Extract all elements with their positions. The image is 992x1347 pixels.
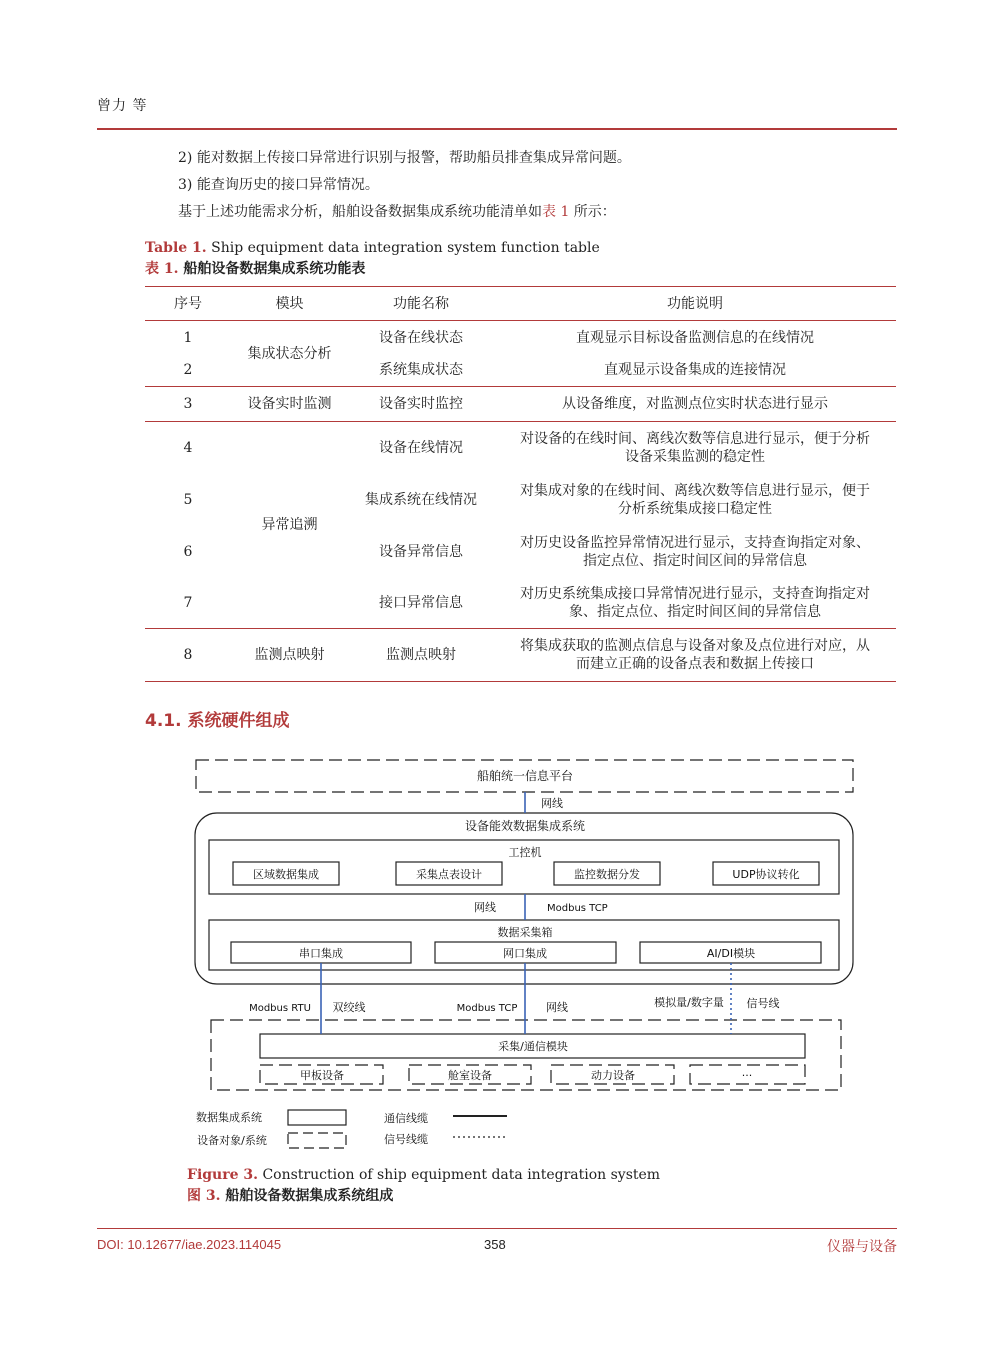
signal-line-label: 信号线 [746, 997, 780, 1010]
cell-name: 设备实时监控 [348, 387, 494, 422]
cell-desc [494, 578, 896, 629]
header-no: 序号 [145, 287, 231, 321]
intro-paragraph [178, 202, 616, 222]
cell-name: 接口异常信息 [379, 594, 463, 611]
legend-label: 数据集成系统 [196, 1111, 262, 1124]
cell-desc: 直观显示目标设备监测信息的在线情况 [576, 329, 814, 346]
legend-label: 通信线缆 [384, 1112, 428, 1125]
figure-caption-en-text: Construction of ship equipment data integration system [258, 1167, 661, 1183]
cell-no: 6 [183, 543, 193, 560]
cell-name: 监测点映射 [348, 629, 494, 682]
desc-line: 指定点位、指定时间区间的异常信息 [583, 552, 807, 569]
cell-name: 设备在线状态 [379, 329, 463, 346]
intro-text-end: 所示： [569, 204, 616, 220]
header-function-desc: 功能说明 [494, 287, 896, 321]
table-caption-en [145, 240, 600, 256]
cell-no: 3 [145, 387, 231, 422]
ipc-label: 工控机 [508, 846, 542, 859]
box-module-label: 网口集成 [503, 947, 547, 960]
figure-caption-en [187, 1167, 660, 1183]
cell-module: 设备实时监测 [231, 387, 348, 422]
cell-desc [494, 422, 896, 474]
cell-no: 2 [183, 362, 193, 379]
cell-module: 监测点映射 [231, 629, 348, 682]
header-rule [97, 128, 897, 130]
modbus-tcp-label: Modbus TCP [456, 1003, 518, 1014]
section-heading: 4.1. 系统硬件组成 [145, 711, 290, 731]
table-caption-zh-label: 表 1. [145, 261, 179, 277]
footer-rule [97, 1228, 897, 1229]
journal-name: 仪器与设备 [827, 1239, 897, 1255]
cell-name: 设备在线情况 [348, 422, 494, 474]
twisted-pair-label: 双绞线 [332, 1001, 366, 1014]
desc-line: 对设备的在线时间、离线次数等信息进行显示，便于分析 [520, 430, 870, 447]
legend-solid-box [288, 1110, 346, 1125]
table-caption-en-text: Ship equipment data integration system function table [206, 240, 600, 256]
cell-no: 5 [183, 491, 193, 508]
cell-module: 集成状态分析 [247, 345, 332, 362]
acquisition-box-label: 数据采集箱 [497, 926, 553, 939]
cell-module: 异常追溯 [231, 422, 348, 629]
device-label: 动力设备 [591, 1069, 635, 1082]
legend-label: 信号线缆 [384, 1133, 428, 1146]
ipc-module-label: 监控数据分发 [574, 868, 640, 881]
footer-doi-link[interactable]: DOI: 10.12677/iae.2023.114045 [97, 1237, 282, 1252]
figure-caption-zh-label: 图 3. [187, 1188, 221, 1204]
table-row [145, 321, 896, 355]
cell-desc [494, 629, 896, 682]
desc-line: 将集成获取的监测点信息与设备对象及点位进行对应，从 [520, 638, 870, 654]
box-module-label: AI/DI模块 [706, 947, 756, 960]
desc-line: 设备采集监测的稳定性 [625, 448, 765, 465]
ipc-module-label: 采集点表设计 [416, 868, 482, 881]
device-label: 舱室设备 [448, 1069, 492, 1082]
modbus-rtu-label: Modbus RTU [249, 1003, 311, 1014]
intro-text: 基于上述功能需求分析，船舶设备数据集成系统功能清单如 [178, 204, 542, 220]
table-row [145, 629, 896, 682]
cell-name: 集成系统在线情况 [365, 491, 477, 508]
desc-line: 象、指定点位、指定时间区间的异常信息 [569, 603, 821, 620]
cell-no: 8 [145, 629, 231, 682]
cell-desc: 从设备维度，对监测点位实时状态进行显示 [494, 387, 896, 422]
list-item-2: 2) 能对数据上传接口异常进行识别与报警，帮助船员排查集成异常问题。 [178, 150, 631, 166]
cell-name: 设备异常信息 [379, 543, 463, 560]
analog-digital-label: 模拟量/数字量 [654, 996, 724, 1009]
function-table [145, 286, 896, 682]
header-module: 模块 [231, 287, 348, 321]
comm-module-label: 采集/通信模块 [498, 1040, 568, 1053]
system-label: 设备能效数据集成系统 [464, 819, 586, 833]
table-header-row [145, 287, 896, 321]
cell-desc [494, 474, 896, 526]
legend-label: 设备对象/系统 [197, 1134, 267, 1147]
box-module-label: 串口集成 [299, 947, 343, 960]
cell-name: 系统集成状态 [379, 362, 463, 379]
desc-line: 对历史设备监控异常情况进行显示，支持查询指定对象、 [520, 534, 870, 551]
legend-dashed-box [288, 1133, 346, 1148]
system-architecture-diagram [185, 752, 857, 1152]
ipc-module-label: 区域数据集成 [253, 868, 319, 881]
ipc-module-label: UDP协议转化 [732, 868, 800, 881]
device-label: 甲板设备 [300, 1069, 344, 1082]
cell-no: 4 [145, 422, 231, 474]
table-reference-link[interactable]: 表 1 [542, 204, 570, 220]
desc-line: 分析系统集成接口稳定性 [618, 500, 772, 517]
figure-caption-en-label: Figure 3. [187, 1167, 258, 1183]
page-number: 358 [484, 1237, 506, 1252]
desc-line: 对集成对象的在线时间、离线次数等信息进行显示，便于 [520, 482, 870, 499]
header-function-name: 功能名称 [348, 287, 494, 321]
figure-caption-zh-text: 船舶设备数据集成系统组成 [220, 1188, 394, 1204]
cell-desc [494, 526, 896, 578]
platform-label: 船舶统一信息平台 [476, 769, 574, 783]
cell-desc: 直观显示设备集成的连接情况 [604, 362, 786, 379]
desc-line: 而建立正确的设备点表和数据上传接口 [576, 656, 814, 672]
figure-caption-zh [187, 1185, 393, 1205]
modbus-tcp-label: Modbus TCP [547, 903, 608, 914]
net-label: 网线 [474, 901, 496, 914]
desc-line: 对历史系统集成接口异常情况进行显示，支持查询指定对 [520, 585, 870, 602]
table-caption-en-label: Table 1. [145, 240, 207, 256]
table-row [145, 387, 896, 422]
cell-no: 7 [183, 594, 193, 611]
table-row [145, 422, 896, 474]
net-label: 网线 [541, 797, 563, 810]
table-caption-zh [145, 258, 365, 278]
list-item-3: 3) 能查询历史的接口异常情况。 [178, 177, 379, 193]
cell-no: 1 [183, 329, 193, 346]
net-label: 网线 [546, 1001, 568, 1014]
running-header-author: 曾力 等 [97, 98, 148, 114]
device-label: ··· [741, 1069, 753, 1082]
table-caption-zh-text: 船舶设备数据集成系统功能表 [178, 261, 366, 277]
